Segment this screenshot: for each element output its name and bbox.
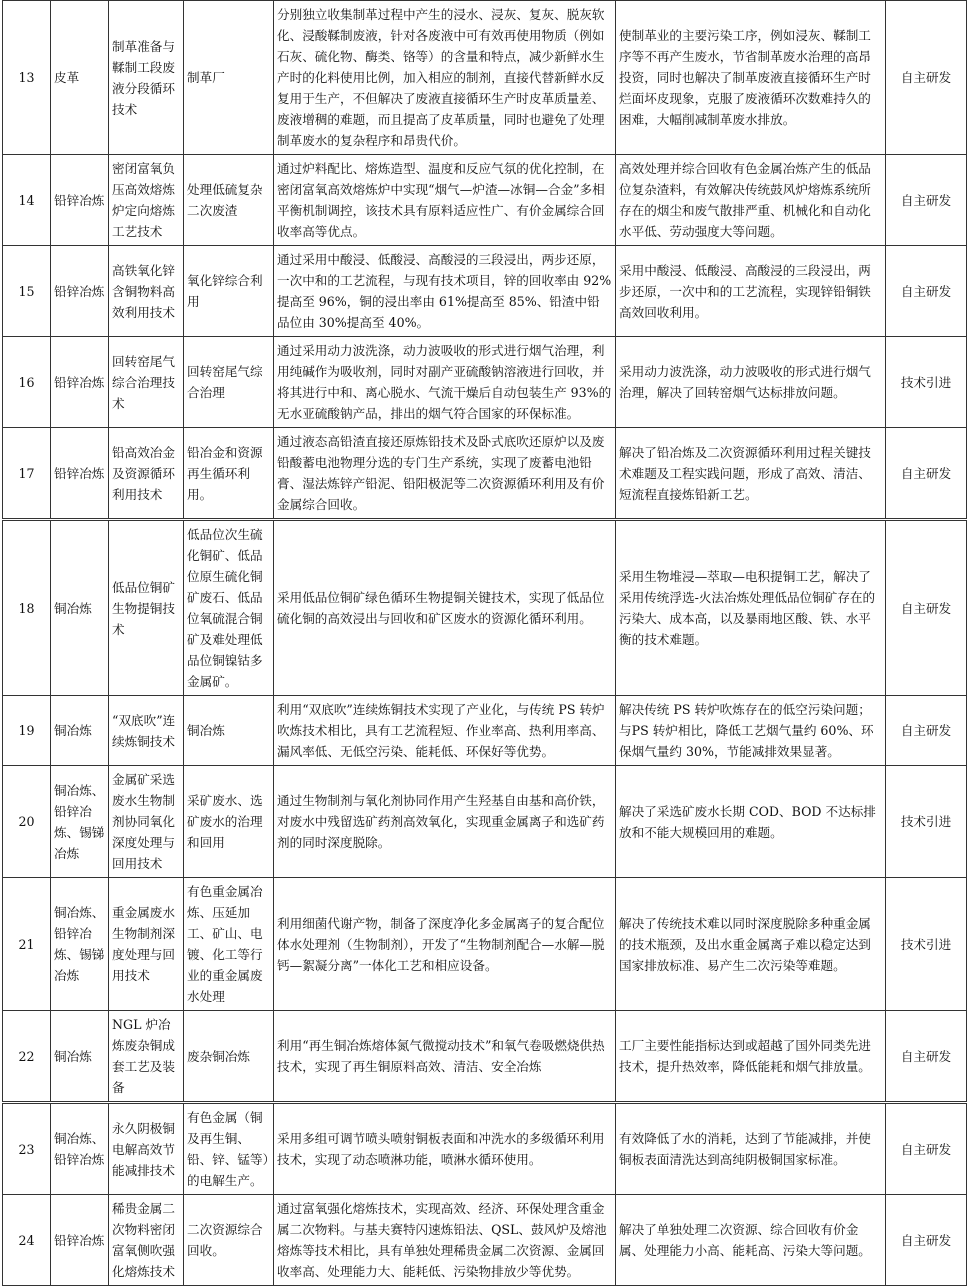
table-row: [3, 428, 967, 520]
technology-content-cell: 采用低品位铜矿绿色循环生物提铜关键技术，实现了低品位硫化铜的高效浸出与回收和矿区废水的资源化循环利用。: [274, 520, 616, 696]
problem-solved-cell: 采用中酸浸、低酸浸、高酸浸的三段浸出，两步还原，一次中和的工艺流程，实现锌铅铜铁高效回收利用。: [616, 246, 886, 337]
problem-solved-cell: 高效处理并综合回收有色金属冶炼产生的低品位复杂渣料，有效解决传统鼓风炉熔炼系统所存在的烟尘和废气散排严重、机械化和自动化水平低、劳动强度大等问题。: [616, 155, 886, 246]
technology-name-cell: 铅高效冶金及资源循环利用技术: [109, 428, 184, 520]
technology-content-cell: 利用“再生铜冶炼熔体氮气微搅动技术”和氧气卷吸燃烧供热技术，实现了再生铜原料高效、清洁、安全冶炼: [274, 1011, 616, 1103]
source-cell: 自主研发: [886, 1, 967, 155]
source-cell: 自主研发: [886, 696, 967, 766]
problem-solved-cell: 解决了单独处理二次资源、综合回收有价金属、处理能力小高、能耗高、污染大等问题。: [616, 1195, 886, 1286]
problem-solved-cell: 解决了采选矿废水长期 COD、BOD 不达标排放和不能大规模回用的难题。: [616, 766, 886, 878]
table-row: [3, 1011, 967, 1103]
problem-solved-cell: 解决了铅冶炼及二次资源循环利用过程关键技术难题及工程实践问题，形成了高效、清洁、短流程直接炼铅新工艺。: [616, 428, 886, 520]
technology-table: [2, 0, 967, 1286]
technology-content-cell: 通过炉料配比、熔炼造型、温度和反应气氛的优化控制，在密闭富氧高效熔炼炉中实现“烟气—炉渣—冰铜—合金”多相平衡机制调控，该技术具有原料适应性广、有价金属综合回收率高等优点。: [274, 155, 616, 246]
row-number: 16: [3, 337, 51, 428]
technology-name-cell: 稀贵金属二次物料密闭富氧侧吹强化熔炼技术: [109, 1195, 184, 1286]
row-number: 14: [3, 155, 51, 246]
table-row: [3, 766, 967, 878]
technology-content-cell: 通过生物制剂与氧化剂协同作用产生羟基自由基和高价铁，对废水中残留选矿药剂高效氧化，实现重金属离子和选矿药剂的同时深度脱除。: [274, 766, 616, 878]
technology-name-cell: 重金属废水生物制剂深度处理与回用技术: [109, 878, 184, 1011]
application-scope-cell: 采矿废水、选矿废水的治理和回用: [184, 766, 274, 878]
technology-name-cell: NGL 炉冶炼废杂铜成套工艺及装备: [109, 1011, 184, 1103]
table-body: [3, 1, 967, 1286]
industry-cell: 铅锌冶炼: [51, 246, 109, 337]
technology-content-cell: 通过采用动力波洗涤，动力波吸收的形式进行烟气治理，利用纯碱作为吸收剂，同时对副产亚硫酸钠溶液进行回收，并将其进行中和、离心脱水、气流干燥后自动包装生产 93%的无水亚硫酸钠产品，排出的烟气符合国家的环保标准。: [274, 337, 616, 428]
technology-content-cell: 分别独立收集制革过程中产生的浸水、浸灰、复灰、脱灰软化、浸酸鞣制废液，针对各废液中可有效再使用物质（例如石灰、硫化物、酶类、铬等）的含量和特点，减少新鲜水生产时的化料使用比例，加入相应的制剂，直接代替新鲜水反复用于生产，不但解决了废液直接循环生产时皮革质量差、废液增稠的难题，而且提高了皮革质量，同时也避免了处理制革废水的复杂程序和昂贵代价。: [274, 1, 616, 155]
application-scope-cell: 回转窑尾气综合治理: [184, 337, 274, 428]
technology-content-cell: 利用“双底吹”连续炼铜技术实现了产业化，与传统 PS 转炉吹炼技术相比，具有工艺流程短、作业率高、热利用率高、漏风率低、无低空污染、能耗低、环保好等优势。: [274, 696, 616, 766]
table-row: [3, 878, 967, 1011]
table-row: [3, 337, 967, 428]
table-row: [3, 520, 967, 696]
application-scope-cell: 有色重金属冶炼、压延加工、矿山、电镀、化工等行业的重金属废水处理: [184, 878, 274, 1011]
table-row: [3, 1103, 967, 1195]
technology-content-cell: 利用细菌代谢产物，制备了深度净化多金属离子的复合配位体水处理剂（生物制剂），开发了“生物制剂配合—水解—脱钙—絮凝分离”一体化工艺和相应设备。: [274, 878, 616, 1011]
application-scope-cell: 废杂铜冶炼: [184, 1011, 274, 1103]
source-cell: 自主研发: [886, 428, 967, 520]
source-cell: 自主研发: [886, 520, 967, 696]
technology-name-cell: 密闭富氧负压高效熔炼炉定向熔炼工艺技术: [109, 155, 184, 246]
problem-solved-cell: 有效降低了水的消耗，达到了节能减排，并使铜板表面清洗达到高纯阴极铜国家标准。: [616, 1103, 886, 1195]
row-number: 19: [3, 696, 51, 766]
table-row: [3, 696, 967, 766]
industry-cell: 铅锌冶炼: [51, 155, 109, 246]
technology-name-cell: 低品位铜矿生物提铜技术: [109, 520, 184, 696]
source-cell: 自主研发: [886, 246, 967, 337]
technology-content-cell: 通过液态高铅渣直接还原炼铅技术及卧式底吹还原炉以及废铅酸蓄电池物理分选的专门生产系统，实现了废蓄电池铅膏、湿法炼锌产铅泥、铅阳极泥等二次资源循环利用及有价金属综合回收。: [274, 428, 616, 520]
row-number: 23: [3, 1103, 51, 1195]
industry-cell: 皮革: [51, 1, 109, 155]
problem-solved-cell: 工厂主要性能指标达到或超越了国外同类先进技术，提升热效率，降低能耗和烟气排放量。: [616, 1011, 886, 1103]
source-cell: 技术引进: [886, 878, 967, 1011]
row-number: 13: [3, 1, 51, 155]
application-scope-cell: 制革厂: [184, 1, 274, 155]
application-scope-cell: 有色金属（铜及再生铜、铅、锌、锰等）的电解生产。: [184, 1103, 274, 1195]
industry-cell: 铅锌冶炼: [51, 337, 109, 428]
source-cell: 自主研发: [886, 155, 967, 246]
row-number: 21: [3, 878, 51, 1011]
problem-solved-cell: 采用生物堆浸—萃取—电积提铜工艺，解决了采用传统浮选-火法冶炼处理低品位铜矿存在的污染大、成本高，以及暴雨地区酸、铁、水平衡的技术难题。: [616, 520, 886, 696]
row-number: 18: [3, 520, 51, 696]
source-cell: 技术引进: [886, 766, 967, 878]
technology-name-cell: 回转窑尾气综合治理技术: [109, 337, 184, 428]
row-number: 15: [3, 246, 51, 337]
row-number: 17: [3, 428, 51, 520]
technology-name-cell: 永久阴极铜电解高效节能减排技术: [109, 1103, 184, 1195]
industry-cell: 铜冶炼、铅锌冶炼、锡锑冶炼: [51, 766, 109, 878]
problem-solved-cell: 解决了传统技术难以同时深度脱除多种重金属的技术瓶颈，及出水重金属离子难以稳定达到国家排放标准、易产生二次污染等难题。: [616, 878, 886, 1011]
industry-cell: 铜冶炼、铅锌冶炼、锡锑冶炼: [51, 878, 109, 1011]
technology-content-cell: 通过采用中酸浸、低酸浸、高酸浸的三段浸出，两步还原，一次中和的工艺流程，与现有技术项目，锌的回收率由 92%提高至 96%，铜的浸出率由 61%提高至 85%、铅渣中铅品位由 30%提高至 40%。: [274, 246, 616, 337]
technology-content-cell: 采用多组可调节喷头喷射铜板表面和冲洗水的多级循环利用技术，实现了动态喷淋功能，喷淋水循环使用。: [274, 1103, 616, 1195]
application-scope-cell: 铅冶金和资源再生循环利用。: [184, 428, 274, 520]
technology-name-cell: 制革准备与鞣制工段废液分段循环技术: [109, 1, 184, 155]
problem-solved-cell: 采用动力波洗涤，动力波吸收的形式进行烟气治理，解决了回转窑烟气达标排放问题。: [616, 337, 886, 428]
table-row: [3, 246, 967, 337]
industry-cell: 铜冶炼: [51, 1011, 109, 1103]
application-scope-cell: 氧化锌综合利用: [184, 246, 274, 337]
row-number: 24: [3, 1195, 51, 1286]
application-scope-cell: 低品位次生硫化铜矿、低品位原生硫化铜矿废石、低品位氧硫混合铜矿及难处理低品位铜镍钴多金属矿。: [184, 520, 274, 696]
source-cell: 自主研发: [886, 1103, 967, 1195]
technology-name-cell: 高铁氧化锌含铜物料高效利用技术: [109, 246, 184, 337]
technology-content-cell: 通过富氧强化熔炼技术，实现高效、经济、环保处理含重金属二次物料。与基夫赛特闪速炼铅法、QSL、鼓风炉及熔池熔炼等技术相比，具有单独处理稀贵金属二次资源、金属回收率高、处理能力大、能耗低、污染物排放少等优势。: [274, 1195, 616, 1286]
application-scope-cell: 处理低硫复杂二次废渣: [184, 155, 274, 246]
source-cell: 自主研发: [886, 1011, 967, 1103]
industry-cell: 铜冶炼: [51, 520, 109, 696]
technology-name-cell: “双底吹”连续炼铜技术: [109, 696, 184, 766]
industry-cell: 铜冶炼、铅锌冶炼: [51, 1103, 109, 1195]
table-row: [3, 1, 967, 155]
row-number: 22: [3, 1011, 51, 1103]
row-number: 20: [3, 766, 51, 878]
table-row: [3, 155, 967, 246]
industry-cell: 铅锌冶炼: [51, 428, 109, 520]
application-scope-cell: 铜冶炼: [184, 696, 274, 766]
source-cell: 技术引进: [886, 337, 967, 428]
table-row: [3, 1195, 967, 1286]
application-scope-cell: 二次资源综合回收。: [184, 1195, 274, 1286]
industry-cell: 铜冶炼: [51, 696, 109, 766]
industry-cell: 铅锌冶炼: [51, 1195, 109, 1286]
source-cell: 自主研发: [886, 1195, 967, 1286]
problem-solved-cell: 使制革业的主要污染工序，例如浸灰、鞣制工序等不再产生废水，节省制革废水治理的高昂投资，同时也解决了制革废液直接循环生产时烂面坏皮现象，克服了废液循环次数难持久的困难，大幅削减制革废水排放。: [616, 1, 886, 155]
problem-solved-cell: 解决传统 PS 转炉吹炼存在的低空污染问题；与PS 转炉相比，降低工艺烟气量约 60%、环保烟气量约 30%，节能减排效果显著。: [616, 696, 886, 766]
technology-name-cell: 金属矿采选废水生物制剂协同氧化深度处理与回用技术: [109, 766, 184, 878]
